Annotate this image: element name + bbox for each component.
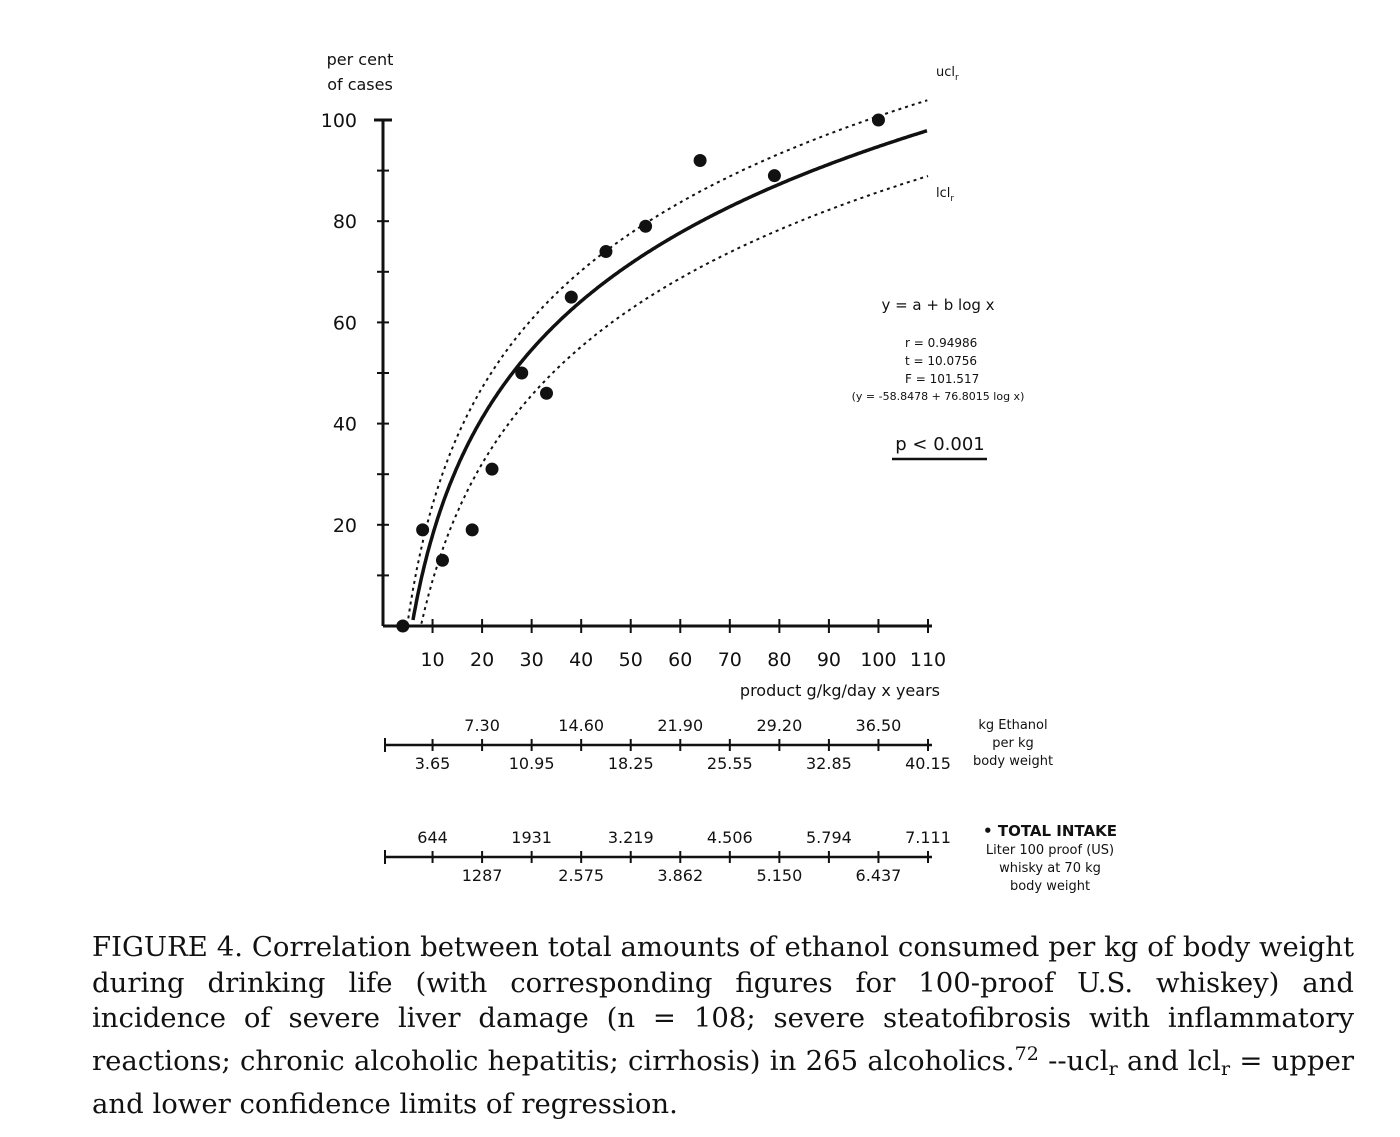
- caption-text: Correlation between total amounts of ethanol consumed per kg of body weight during drinking life (with corresponding figures for 100-proof U.S. whiskey) and incidence of severe liver damage (n = 108; severe steatofibrosis with inflammatory reactions; chronic alcoholic hepatitis; cirrhosis) in 265 alcoholics.: [92, 931, 1354, 1077]
- x-axis-label: product g/kg/day x years: [739, 681, 940, 700]
- regression-stat: t = 10.0756: [905, 354, 978, 368]
- upper-curve-label-sub: r: [955, 73, 959, 83]
- secondary-axis-label: Liter 100 proof (US): [985, 843, 1115, 858]
- y-tick-label: 40: [332, 413, 357, 436]
- secondary-tick-label: 7.111: [905, 828, 951, 847]
- regression-equation: (y = -58.8478 + 76.8015 log x): [851, 390, 1025, 403]
- secondary-tick-label: 2.575: [558, 866, 605, 885]
- secondary-tick-label: 1931: [511, 828, 552, 847]
- secondary-axis-label: body weight: [1009, 879, 1091, 894]
- data-point: [486, 463, 499, 476]
- secondary-tick-label: 3.219: [607, 828, 654, 847]
- secondary-tick-label: 32.85: [806, 754, 852, 773]
- x-tick-label: 30: [519, 649, 544, 671]
- x-tick-label: 20: [469, 649, 495, 671]
- secondary-axis-label: whisky at 70 kg: [999, 861, 1101, 876]
- data-point: [694, 154, 707, 167]
- data-point: [872, 114, 885, 127]
- data-points: [396, 114, 885, 633]
- significance-label: p < 0.001: [895, 434, 985, 455]
- x-tick-label: 60: [668, 649, 693, 671]
- upper-confidence-curve: [408, 100, 927, 618]
- x-tick-label: 40: [569, 649, 594, 671]
- data-point: [436, 554, 449, 567]
- x-tick-label: 100: [860, 649, 897, 671]
- data-point: [466, 523, 479, 536]
- secondary-tick-label: 3.65: [414, 754, 451, 773]
- lower-curve-label-sub: r: [950, 194, 955, 204]
- secondary-axis-label: kg Ethanol: [978, 718, 1048, 733]
- x-tick-label: 80: [767, 649, 792, 671]
- y-tick-label: 80: [332, 211, 357, 234]
- caption-text: = upper and lower confidence limits of regression.: [92, 1044, 1354, 1120]
- secondary-axes: [385, 716, 1117, 894]
- secondary-tick-label: 36.50: [855, 716, 902, 735]
- caption-subscript: r: [1108, 1057, 1118, 1080]
- x-tick-label: 10: [420, 649, 445, 671]
- secondary-tick-label: 21.90: [657, 716, 704, 735]
- secondary-axis-label: body weight: [972, 754, 1054, 769]
- secondary-tick-label: 1287: [461, 866, 503, 885]
- secondary-tick-label: 7.30: [464, 716, 500, 735]
- secondary-tick-label: 3.862: [657, 866, 704, 885]
- data-point: [396, 620, 409, 633]
- main-axes: [374, 120, 932, 633]
- x-tick-label: 90: [816, 649, 842, 671]
- x-tick-label: 70: [717, 649, 742, 671]
- caption-text: and lcl: [1117, 1044, 1221, 1077]
- secondary-tick-label: 10.95: [508, 754, 555, 773]
- y-axis-label: per cent: [326, 50, 394, 69]
- secondary-tick-label: 18.25: [607, 754, 654, 773]
- y-axis-label: of cases: [327, 75, 393, 94]
- secondary-tick-label: 6.437: [855, 866, 902, 885]
- caption-lead: FIGURE 4.: [92, 931, 243, 963]
- regression-curves: [408, 100, 928, 623]
- secondary-tick-label: 40.15: [905, 754, 951, 773]
- regression-stats: [852, 296, 1025, 459]
- caption-reference: 72: [1014, 1042, 1039, 1065]
- regression-stat: r = 0.94986: [905, 336, 978, 350]
- secondary-tick-label: 29.20: [756, 716, 803, 735]
- data-point: [599, 245, 612, 258]
- figure-caption: [92, 930, 1354, 1123]
- secondary-axis-label: • TOTAL INTAKE: [983, 822, 1117, 840]
- x-tick-label: 110: [909, 649, 947, 671]
- y-tick-label: 60: [332, 312, 357, 335]
- upper-curve-label: ucl$_r$: [936, 65, 959, 83]
- secondary-axis-label: per kg: [992, 736, 1034, 751]
- secondary-tick-label: 4.506: [706, 828, 753, 847]
- caption-text: --ucl: [1038, 1044, 1109, 1077]
- secondary-tick-label: 25.55: [706, 754, 753, 773]
- secondary-tick-label: 5.150: [756, 866, 803, 885]
- y-tick-label: 100: [320, 110, 357, 132]
- data-point: [768, 169, 781, 182]
- regression-model: y = a + b log x: [881, 296, 995, 314]
- lower-curve-label: lcl$_r$: [936, 186, 955, 204]
- secondary-tick-label: 5.794: [806, 828, 852, 847]
- caption-subscript: r: [1220, 1057, 1231, 1080]
- regression-curve: [413, 131, 927, 620]
- data-point: [565, 291, 578, 304]
- x-tick-label: 50: [618, 649, 643, 671]
- data-point: [639, 220, 652, 233]
- data-point: [540, 387, 553, 400]
- secondary-tick-label: 644: [417, 828, 448, 847]
- data-point: [515, 367, 528, 380]
- regression-stat: F = 101.517: [905, 372, 980, 386]
- y-tick-label: 20: [332, 514, 357, 537]
- secondary-tick-label: 14.60: [558, 716, 605, 735]
- data-point: [416, 523, 429, 536]
